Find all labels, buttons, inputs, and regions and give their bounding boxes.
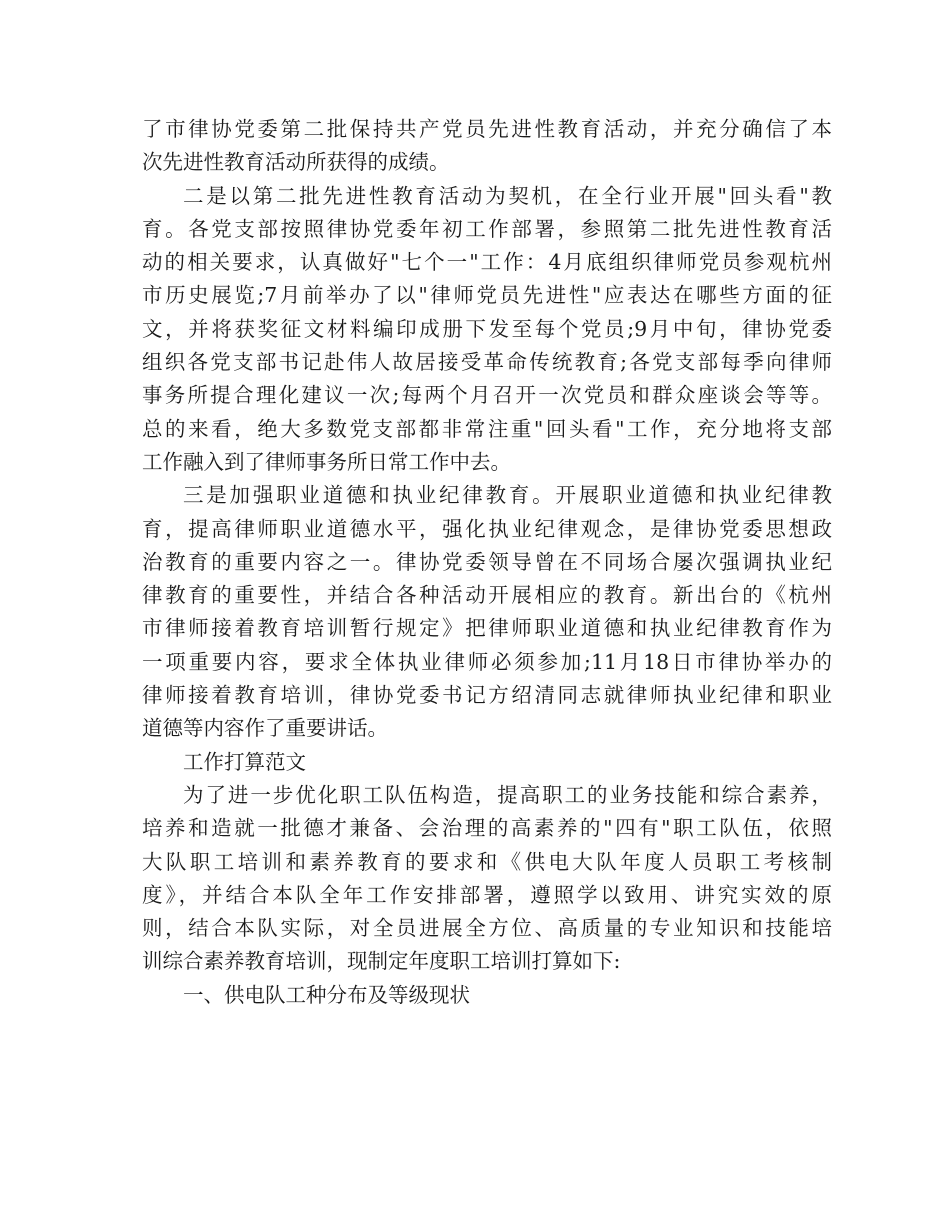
text-line: 组织各党支部书记赴伟人故居接受革命传统教育;各党支部每季向律师 (142, 350, 832, 375)
text-line: 三是加强职业道德和执业纪律教育。开展职业道德和执业纪律教 (183, 483, 832, 508)
text-line: 二是以第二批先进性教育活动为契机，在全行业开展"回头看"教 (183, 183, 832, 208)
text-line: 次先进性教育活动所获得的成绩。 (142, 150, 450, 175)
text-line: 文，并将获奖征文材料编印成册下发至每个党员;9月中旬，律协党委 (142, 316, 832, 341)
text-line: 工作融入到了律师事务所日常工作中去。 (142, 449, 511, 474)
text-line: 育，提高律师职业道德水平，强化执业纪律观念，是律协党委思想政 (142, 516, 832, 541)
text-line: 动的相关要求，认真做好"七个一"工作：4月底组织律师党员参观杭州 (142, 250, 832, 275)
text-line: 大队职工培训和素养教育的要求和《供电大队年度人员职工考核制 (142, 849, 832, 874)
text-line: 市律师接着教育培训暂行规定》把律师职业道德和执业纪律教育作为 (142, 616, 832, 641)
text-line: 事务所提合理化建议一次;每两个月召开一次党员和群众座谈会等等。 (142, 383, 832, 408)
text-line: 工作打算范文 (183, 749, 306, 774)
text-line: 度》，并结合本队全年工作安排部署，遵照学以致用、讲究实效的原 (142, 882, 832, 907)
text-line: 一项重要内容，要求全体执业律师必须参加;11月18日市律协举办的 (142, 649, 832, 674)
text-line: 为了进一步优化职工队伍构造，提高职工的业务技能和综合素养， (183, 782, 832, 807)
text-line: 一、供电队工种分布及等级现状 (183, 982, 470, 1007)
document-body (142, 113, 832, 1012)
text-line: 道德等内容作了重要讲话。 (142, 716, 388, 741)
text-line: 培养和造就一批德才兼备、会治理的高素养的"四有"职工队伍，依照 (142, 816, 832, 841)
text-line: 则，结合本队实际，对全员进展全方位、高质量的专业知识和技能培 (142, 916, 832, 941)
text-line: 训综合素养教育培训，现制定年度职工培训打算如下: (142, 949, 621, 974)
text-line: 育。各党支部按照律协党委年初工作部署，参照第二批先进性教育活 (142, 216, 832, 241)
text-line: 了市律协党委第二批保持共产党员先进性教育活动，并充分确信了本 (142, 117, 832, 141)
text-line: 总的来看，绝大多数党支部都非常注重"回头看"工作，充分地将支部 (142, 416, 832, 441)
text-line: 律教育的重要性，并结合各种活动开展相应的教育。新出台的《杭州 (142, 583, 832, 608)
text-line: 治教育的重要内容之一。律协党委领导曾在不同场合屡次强调执业纪 (142, 549, 832, 574)
text-line: 律师接着教育培训，律协党委书记方绍清同志就律师执业纪律和职业 (142, 683, 832, 708)
text-line: 市历史展览;7月前举办了以"律师党员先进性"应表达在哪些方面的征 (142, 283, 832, 308)
